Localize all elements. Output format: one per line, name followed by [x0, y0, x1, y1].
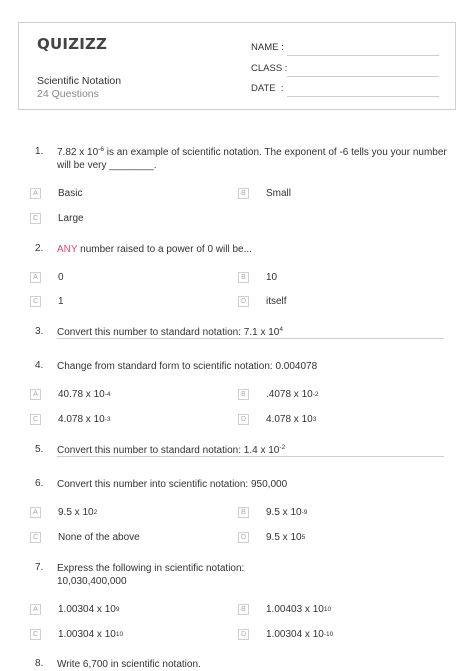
question-number: 6. — [35, 478, 44, 489]
q4-option-a[interactable]: A 40.78 x 10 -4 — [30, 389, 111, 400]
q1-option-c[interactable] — [30, 213, 84, 224]
answer-line[interactable] — [57, 456, 444, 457]
option-letter-d: D — [238, 629, 249, 640]
option-text: 9.5 x 10 — [266, 532, 302, 543]
option-letter-c: C — [30, 532, 41, 543]
option-text: 4.078 x 10 — [266, 414, 313, 425]
option-text: 1.00304 x 10 — [58, 604, 116, 615]
question-number: 1. — [35, 146, 44, 157]
q3-text: Convert this number to standard notation: 7.1 x 10 — [57, 327, 280, 338]
q2-text: number raised to a power of 0 will be... — [77, 244, 252, 255]
option-letter-a: A — [30, 507, 41, 518]
q6-option-a[interactable]: A 9.5 x 10 2 — [30, 507, 97, 518]
q1-option-a[interactable] — [30, 188, 82, 199]
question-text — [57, 243, 252, 256]
question-number: 2. — [35, 243, 44, 254]
option-letter-b: B — [238, 389, 249, 400]
option-text: 1.00403 x 10 — [266, 604, 324, 615]
q7-option-a[interactable]: A 1.00304 x 10 9 — [30, 604, 119, 615]
option-text: 0 — [58, 272, 64, 283]
option-letter-b: B — [238, 604, 249, 615]
option-text: 4.078 x 10 — [58, 414, 105, 425]
option-text: 40.78 x 10 — [58, 389, 105, 400]
name-label: NAME : — [251, 42, 284, 53]
option-letter-d: D — [238, 414, 249, 425]
question-number: 8. — [35, 658, 44, 669]
option-letter-b: B — [238, 272, 249, 283]
option-letter-a: A — [30, 188, 41, 199]
q6-option-d[interactable]: D 9.5 x 10 5 — [238, 532, 305, 543]
question-number: 4. — [35, 360, 44, 371]
option-letter-c: C — [30, 296, 41, 307]
option-letter-d: D — [238, 296, 249, 307]
option-text: 10 — [266, 272, 278, 283]
question-number: 5. — [35, 444, 44, 455]
option-letter-a: A — [30, 604, 41, 615]
option-letter-a: A — [30, 389, 41, 400]
option-letter-c: C — [30, 213, 41, 224]
q7-option-d[interactable]: D 1.00304 x 10 -10 — [238, 629, 333, 640]
quizizz-logo: QUIZIZZ — [37, 35, 108, 53]
worksheet-title: Scientific Notation — [37, 75, 122, 87]
class-label: CLASS : — [251, 63, 288, 74]
option-text: 9.5 x 10 — [58, 507, 94, 518]
option-letter-a: A — [30, 272, 41, 283]
question-text: Change from standard form to scientific notation: 0.004078 — [57, 361, 318, 372]
answer-line[interactable] — [57, 338, 444, 339]
q5-text: Convert this number to standard notation: 1.4 x 10 — [57, 445, 280, 456]
question-text: Convert this number into scientific notation: 950,000 — [57, 479, 288, 490]
question-number: 7. — [35, 562, 44, 573]
class-field[interactable] — [251, 63, 287, 74]
option-text: Small — [266, 188, 292, 199]
option-letter-b: B — [238, 188, 249, 199]
date-label: DATE : — [251, 83, 284, 94]
q3-exponent: 4 — [279, 326, 283, 333]
option-letter-c: C — [30, 629, 41, 640]
date-field[interactable] — [251, 83, 284, 94]
q5-exponent: -2 — [279, 444, 286, 451]
q1-text-c: will be very ________. — [57, 160, 157, 171]
option-text: 1.00304 x 10 — [58, 629, 116, 640]
option-text: None of the above — [58, 532, 140, 543]
option-text: .4078 x 10 — [266, 389, 313, 400]
q7-option-c[interactable]: C 1.00304 x 10 10 — [30, 629, 123, 640]
q4-option-d[interactable]: D 4.078 x 10 3 — [238, 414, 316, 425]
q6-option-c[interactable] — [30, 532, 140, 543]
q2-option-d[interactable] — [238, 296, 287, 307]
question-text — [57, 562, 244, 588]
q2-option-c[interactable] — [30, 296, 64, 307]
q7-number: 10,030,400,000 — [57, 576, 127, 587]
q7-text-a: Express the following in scientific notation: — [57, 563, 245, 574]
q4-option-b[interactable]: B .4078 x 10 -2 — [238, 389, 319, 400]
question-text — [57, 146, 447, 172]
option-text: Basic — [58, 188, 83, 199]
option-text: 1 — [58, 296, 64, 307]
option-letter-d: D — [238, 532, 249, 543]
class-line — [287, 76, 439, 77]
q2-option-a[interactable] — [30, 272, 64, 283]
option-text: Large — [58, 213, 84, 224]
q1-text-a: 7.82 x 10 — [57, 147, 99, 158]
option-text: 1.00304 x 10 — [266, 629, 324, 640]
name-line — [287, 55, 439, 56]
worksheet-header — [18, 22, 456, 110]
highlight-word: ANY — [57, 244, 78, 255]
q6-option-b[interactable]: B 9.5 x 10 -9 — [238, 507, 307, 518]
date-line — [287, 96, 439, 97]
option-letter-c: C — [30, 414, 41, 425]
option-letter-b: B — [238, 507, 249, 518]
q7-option-b[interactable]: B 1.00403 x 10 10 — [238, 604, 331, 615]
q1-exponent: -6 — [98, 146, 104, 153]
q2-option-b[interactable] — [238, 272, 277, 283]
question-number: 3. — [35, 326, 44, 337]
name-field[interactable] — [251, 42, 284, 53]
question-text: Write 6,700 in scientific notation. — [57, 659, 201, 670]
q1-text-b: is an example of scientific notation. The exponent of -6 tells you your number — [103, 147, 447, 158]
q1-option-b[interactable] — [238, 188, 291, 199]
question-count: 24 Questions — [37, 88, 99, 100]
option-text: itself — [266, 296, 287, 307]
option-text: 9.5 x 10 — [266, 507, 302, 518]
q4-option-c[interactable]: C 4.078 x 10 -3 — [30, 414, 111, 425]
